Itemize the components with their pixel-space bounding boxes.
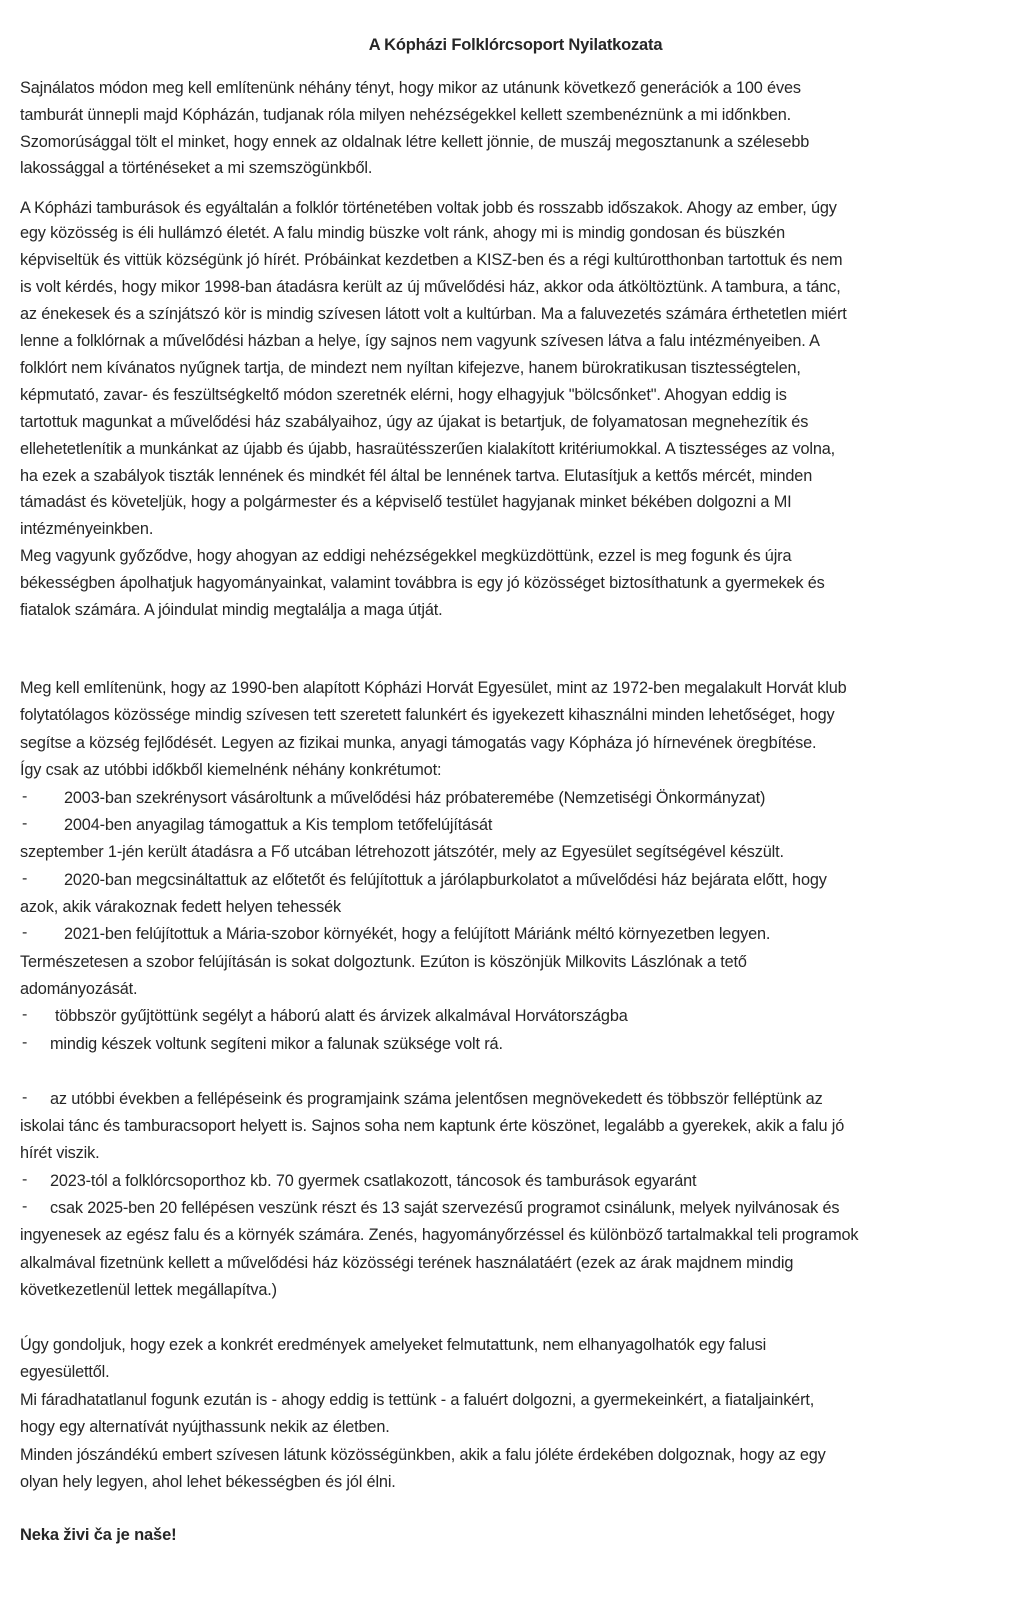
list-item: többször gyűjtöttünk segélyt a háború alatt és árvizek alkalmával Horvátországba: [55, 1007, 628, 1026]
text-line: folklórt nem kívánatos nyűgnek tartja, de mindezt nem nyíltan kifejezve, hanem bürokratikusan tisztességtelen,: [20, 358, 801, 377]
text-line: ingyenesek az egész falu és a környék számára. Zenés, hagyományőrzéssel és különböző tartalmakkal teli programok: [20, 1226, 859, 1245]
text-line: alkalmával fizetnünk kellett a művelődési ház közösségi terének használatáért (ezek az árak majdnem mindig: [20, 1253, 794, 1272]
text-line: hírét viszik.: [20, 1144, 100, 1163]
text-line: ellehetetlenítik a munkánkat az újabb és újabb, hasraütésszerűen kialakított kritériumokkal. A tisztességes az volna,: [20, 439, 836, 458]
list-item: az utóbbi években a fellépéseink és programjaink száma jelentősen megnövekedett és többször felléptünk az: [50, 1089, 823, 1108]
text-line: képmutató, zavar- és feszültségkeltő módon szeretnék elérni, hogy elhagyjuk "bölcsőnket". Ahogyan eddig is: [20, 385, 787, 404]
text-line: iskolai tánc és tamburacsoport helyett is. Sajnos soha nem kaptunk érte köszönet, legalább a gyerekek, akik a falu jó: [20, 1116, 845, 1135]
text-line: Természetesen a szobor felújításán is sokat dolgoztunk. Ezúton is köszönjük Milkovits Lászlónak a tető: [20, 952, 747, 971]
list-item: 2023-tól a folklórcsoporthoz kb. 70 gyermek csatlakozott, táncosok és tamburások egyaránt: [50, 1171, 697, 1190]
text-line: Meg vagyunk győződve, hogy ahogyan az eddigi nehézségekkel megküzdöttünk, ezzel is meg fogunk és újra: [20, 547, 792, 566]
text-line: szeptember 1-jén került átadásra a Fő utcában létrehozott játszótér, mely az Egyesület segítségével készült.: [20, 843, 784, 862]
text-line: egy közösség is éli hullámzó életét. A falu mindig büszke volt ránk, ahogy mi is mindig gondosan és büszkén: [20, 224, 785, 243]
text-line: intézményeinkben.: [20, 520, 154, 539]
list-item: 2004-ben anyagilag támogattuk a Kis templom tetőfelújítását: [64, 815, 493, 834]
text-line: olyan hely legyen, ahol lehet békességben és jól élni.: [20, 1473, 396, 1491]
text-line: Meg kell említenünk, hogy az 1990-ben alapított Kópházi Horvát Egyesület, mint az 1972-ben megalakult Horvát klub: [20, 679, 847, 697]
list-item: mindig készek voltunk segíteni mikor a falunak szüksége volt rá.: [50, 1034, 503, 1053]
text-line: Minden jószándékú embert szívesen látunk közösségünkben, akik a falu jóléte érdekében dolgoznak, hogy az egy: [20, 1445, 826, 1464]
list-dash: -: [22, 1197, 28, 1215]
text-line: képviseltük és vittük községünk jó hírét. Próbáinkat kezdetben a KISZ-ben és a régi kultúrotthonban tartottuk és nem: [20, 251, 843, 270]
text-line: Mi fáradhatatlanul fogunk ezután is - ahogy eddig is tettünk - a faluért dolgozni, a gyermekeinkért, a fiataljainkért,: [20, 1390, 815, 1409]
list-dash: -: [22, 787, 28, 805]
text-line: egyesülettől.: [20, 1363, 110, 1382]
list-item: 2003-ban szekrénysort vásároltunk a művelődési ház próbateremébe (Nemzetiségi Önkormányzat): [64, 788, 766, 807]
text-line: fiatalok számára. A jóindulat mindig megtalálja a maga útját.: [20, 601, 443, 619]
text-line: ha ezek a szabályok tiszták lennének és mindkét fél által be lennének tartva. Elutasítjuk a kettős mércét, minden: [20, 466, 813, 485]
list-item: 2021-ben felújítottuk a Mária-szobor környékét, hogy a felújított Máriánk méltó környezetben legyen.: [64, 925, 771, 944]
text-line: lenne a folklórnak a művelődési házban a helye, így sajnos nem vagyunk szívesen látva a falu intézményeiben. A: [20, 331, 820, 350]
text-line: lakossággal a történéseket a mi szemszögünkből.: [20, 158, 373, 177]
text-line: az énekesek és a színjátszó kör is mindig szívesen látott volt a kultúrban. Ma a faluvezetés számára érthetetlen miért: [20, 305, 847, 323]
text-line: következetlenül lettek megállapítva.): [20, 1281, 277, 1299]
signoff: Neka živi ča je naše!: [20, 1526, 177, 1544]
list-dash: -: [22, 1088, 28, 1106]
text-line: folytatólagos közössége mindig szívesen tett szeretett falunkért és igyekezett kihasználni minden lehetőséget, hogy: [20, 706, 835, 725]
list-dash: -: [22, 1006, 28, 1024]
list-dash: -: [22, 869, 28, 887]
text-line: tamburát ünnepli majd Kópházán, tudjanak róla milyen nehézségekkel kellett szembenéznünk a mi időnkben.: [20, 105, 792, 124]
text-line: hogy egy alternatívát nyújthassunk nekik az életben.: [20, 1418, 390, 1437]
text-line: adományozását.: [20, 980, 138, 998]
text-line: támadást és követeljük, hogy a polgármester és a képviselő testület hagyjanak minket békében dolgozni a MI: [20, 493, 792, 512]
list-dash: -: [22, 1170, 28, 1188]
text-line: Így csak az utóbbi időkből kiemelnénk néhány konkrétumot:: [20, 761, 442, 780]
text-line: segítse a község fejlődését. Legyen az fizikai munka, anyagi támogatás vagy Kópháza jó hírnevének öregbítése.: [20, 733, 817, 752]
text-line: tartottuk magunkat a művelődési ház szabályaihoz, úgy az újakat is betartjuk, de folyamatosan megnehezítik és: [20, 412, 809, 431]
list-dash: -: [22, 1033, 28, 1051]
text-line: azok, akik várakoznak fedett helyen tehessék: [20, 897, 342, 916]
list-dash: -: [22, 814, 28, 832]
text-line: Szomorúsággal tölt el minket, hogy ennek az oldalnak létre kellett jönnie, de muszáj megosztanunk a szélesebb: [20, 132, 810, 151]
list-item: csak 2025-ben 20 fellépésen veszünk részt és 13 saját szervezésű programot csinálunk, melyek nyilvánosak és: [50, 1198, 840, 1217]
text-line: Úgy gondoljuk, hogy ezek a konkrét eredmények amelyeket felmutattunk, nem elhanyagolhatók egy falusi: [20, 1336, 767, 1354]
list-item: 2020-ban megcsináltattuk az előtetőt és felújítottuk a járólapburkolatot a művelődési ház bejárata előtt, hogy: [64, 870, 827, 889]
text-line: békességben ápolhatjuk hagyományainkat, valamint továbbra is egy jó közösséget biztosíthatunk a gyermekek és: [20, 574, 825, 593]
text-line: A Kópházi tamburások és egyáltalán a folklór történetében voltak jobb és rosszabb időszakok. Ahogy az ember, úgy: [20, 198, 837, 217]
text-line: Sajnálatos módon meg kell említenünk néhány tényt, hogy mikor az utánunk következő generációk a 100 éves: [20, 79, 801, 97]
list-dash: -: [22, 924, 28, 942]
document-title: A Kópházi Folklórcsoport Nyilatkozata: [368, 36, 663, 54]
text-line: is volt kérdés, hogy mikor 1998-ban átadásra került az új művelődési ház, akkor oda átköltöztünk. A tambura, a tánc,: [20, 278, 841, 297]
